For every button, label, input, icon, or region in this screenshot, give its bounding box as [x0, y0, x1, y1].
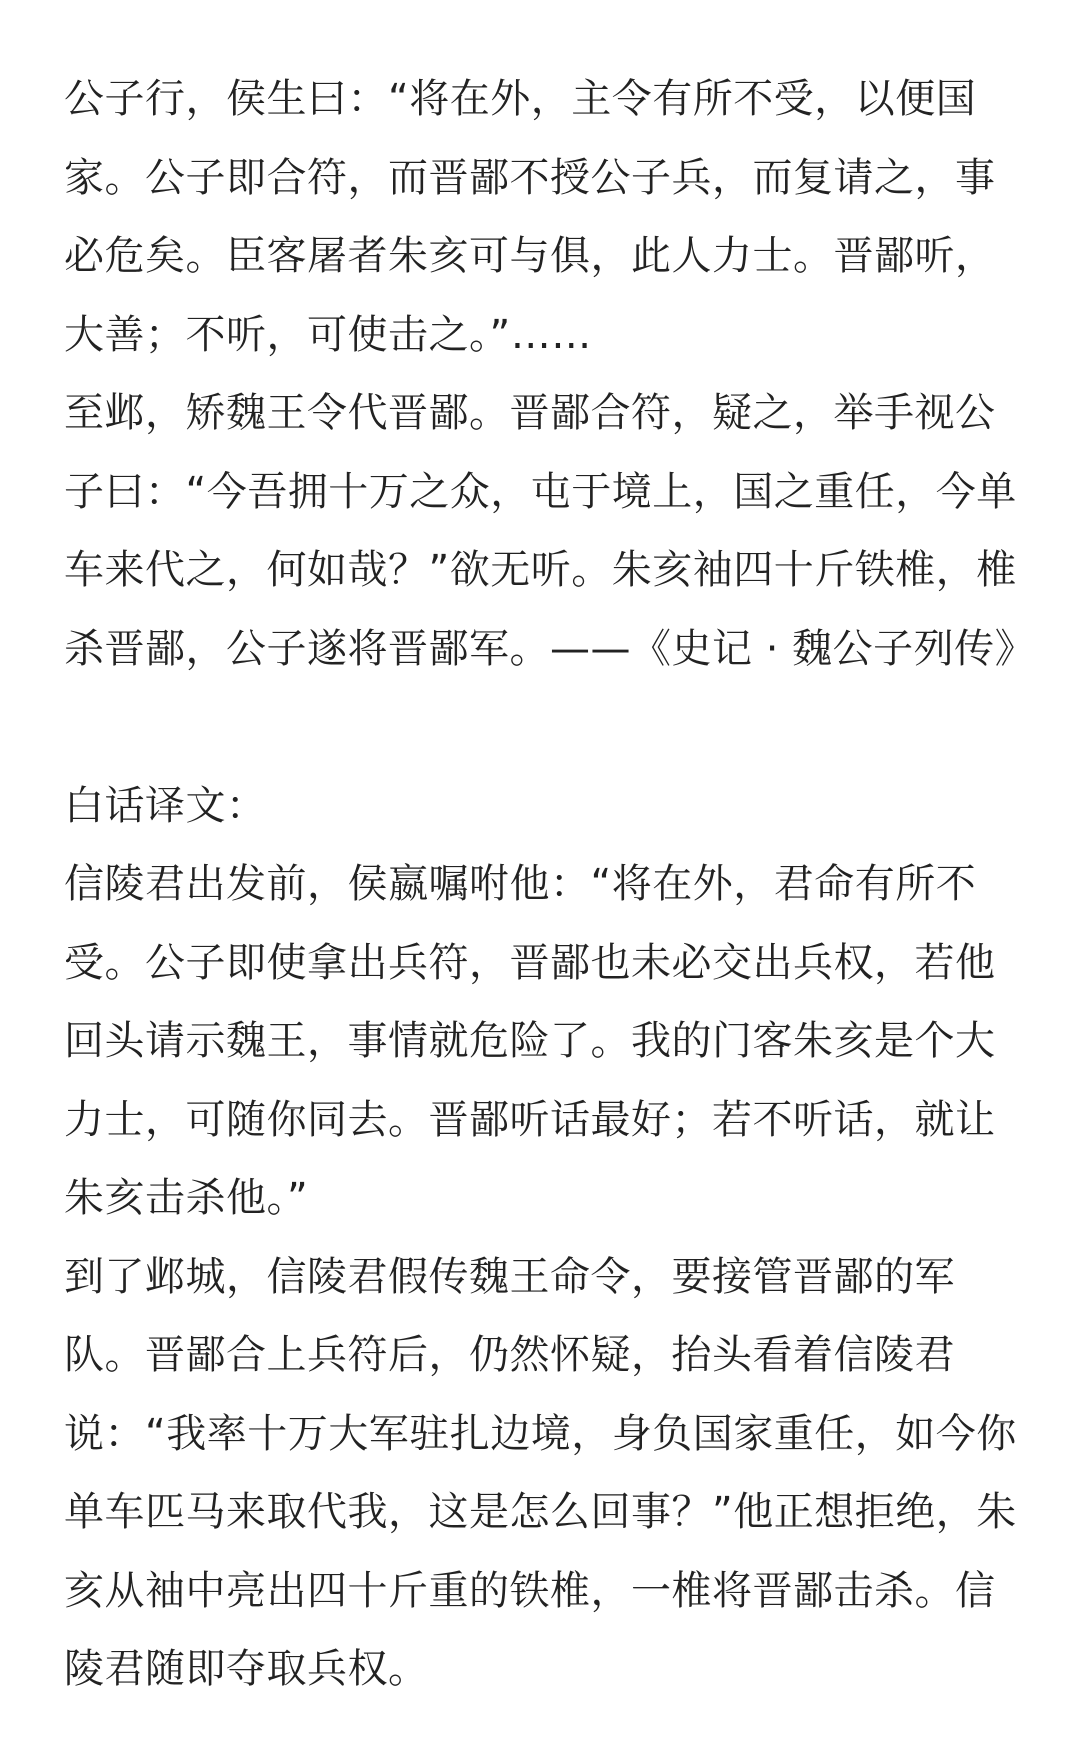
paragraph-spacer: [64, 688, 1020, 767]
article-body: [64, 60, 1036, 1709]
original-paragraph-1: 公子行，侯生曰：“将在外，主令有所不受，以便国家。公子即合符，而晋鄙不授公子兵，而复请之，事必危矣。臣客屠者朱亥可与俱，此人力士。晋鄙听，大善；不听，可使击之。”……: [64, 76, 996, 358]
translation-heading: 白话译文：: [64, 782, 267, 829]
original-paragraph-2: 至邺，矫魏王令代晋鄙。晋鄙合符，疑之，举手视公子曰：“今吾拥十万之众，屯于境上，国之重任，今单车来代之，何如哉？”欲无听。朱亥袖四十斤铁椎，椎杀晋鄙，公子遂将晋鄙军。——《史记 · 魏公子列传》: [64, 390, 1036, 672]
translation-paragraph-1: 信陵君出发前，侯嬴嘱咐他：“将在外，君命有所不受。公子即使拿出兵符，晋鄙也未必交出兵权，若他回头请示魏王，事情就危险了。我的门客朱亥是个大力士，可随你同去。晋鄙听话最好；若不听话，就让朱亥击杀他。”: [64, 861, 996, 1221]
translation-paragraph-2: 到了邺城，信陵君假传魏王命令，要接管晋鄙的军队。晋鄙合上兵符后，仍然怀疑，抬头看着信陵君说：“我率十万大军驻扎边境，身负国家重任，如今你单车匹马来取代我，这是怎么回事？”他正想拒绝，朱亥从袖中亮出四十斤重的铁椎，一椎将晋鄙击杀。信陵君随即夺取兵权。: [64, 1253, 1017, 1692]
